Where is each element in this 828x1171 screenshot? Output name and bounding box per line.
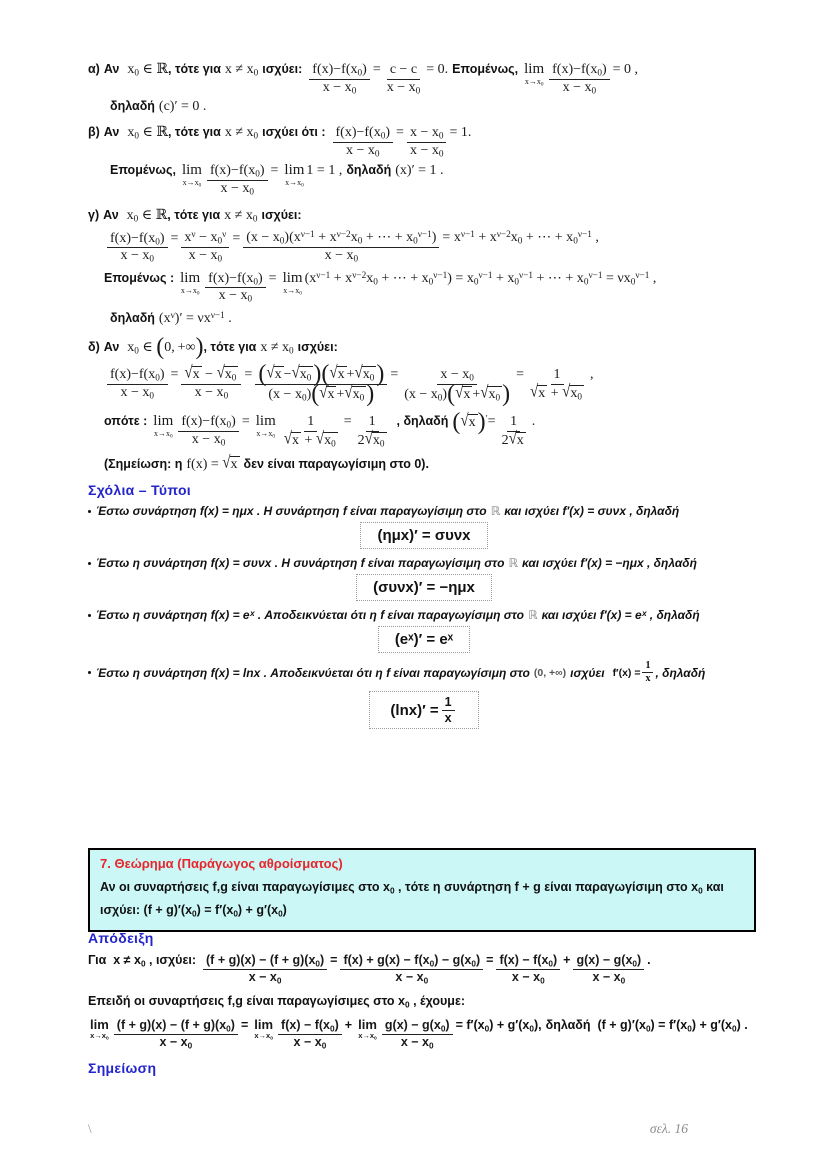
item-beta-eq-2: = 1.	[449, 125, 472, 141]
proof-fraction-1: $\frac{(f + g)(x) - (f + g)(x_0)}{x - x_0}$	[203, 953, 327, 986]
item-alpha-fraction-1: $\frac{f(x)-f(x_0)}{x - x_0}$	[309, 62, 370, 96]
proof-plus-2: +	[344, 1018, 353, 1033]
item-delta-fraction-4: $x - x_0$ $(x - x_0)$( √ x + √ $x_0$ )	[404, 367, 511, 407]
item-gamma-fraction-3: $\frac{(x - x_0)(x^{\nu-1} + x^{\nu-2}x_0 + \cdots + x_0^{\nu-1})}{x - x_0}$	[243, 229, 439, 264]
page-number: σελ. 16	[649, 1121, 688, 1136]
item-delta: δ) Αν $x_0$ ∈ (0, +∞) , τότε για $x \ne x_0$ ισχύει: $\frac{f(x)-f(x_0)}{x - x_0}$ = √ x − √ $x_0$ $x - x_0$ = ( √ x − √ $x_0$ )( √ x + √ $x_0$ ) $(x - x_0)$( √ x + √ $x_0$ ) = $x - x_0$ $(x - x_0)$( √ x + √ $x_0$ ) = 1 √ x + √ $x_0$ , οπότε : lim $x\to x_0$ $\frac{f(x)-f(x_0)}{x - x_0}$ = lim $x\to x_0$ 1 √ x + √ $x_0$ = 1 2 √ $x_0$ , δηλαδή ( √ x )′ = 1 2 √ x . (Σημείωση: η f(x) = √ x δεν είναι παραγωγίσιμη στο 0).	[88, 334, 594, 473]
item-delta-fraction-1: $\frac{f(x)-f(x_0)}{x - x_0}$	[107, 367, 168, 401]
item-beta-limit-2: lim $x\to x_0$	[284, 162, 305, 189]
item-alpha-fraction-2: $\frac{c - c}{x - x_0}$	[386, 62, 421, 96]
ln-formula-fraction	[442, 695, 455, 726]
comment-bullet-4	[88, 660, 760, 685]
item-alpha-x-ne-x0: $x \ne x_0$	[224, 62, 259, 78]
document-content	[88, 62, 760, 729]
comment-bullet-1-set: ℝ	[490, 504, 501, 519]
proof-period-1: .	[647, 953, 651, 967]
item-gamma-epomenos: Επομένως :	[104, 270, 175, 285]
proof-plus-1: +	[563, 953, 571, 967]
item-delta-fraction-9: 1 2 √ x	[501, 414, 524, 448]
comment-bullet-1-text-after: και ισχύει f′(x) = συνx , δηλαδή	[504, 504, 680, 519]
margin-mark: \	[88, 1121, 92, 1136]
theorem-line-2: ισχύει: $(f + g)'(x_0) = f'(x_0) + g'(x_0)$	[100, 903, 287, 919]
item-gamma-limit-1: lim $x\to x_0$	[180, 269, 201, 297]
proof-eq-4: = $f'(x_0) + g'(x_0)$,	[455, 1018, 542, 1034]
comments-heading: Σχόλια – Τύποι	[88, 482, 191, 499]
formula-box-sin-derivative: (ημx)′ = συνx	[360, 522, 487, 549]
item-delta-dilaadi: , δηλαδή	[396, 414, 449, 429]
item-alpha-fraction-3: $\frac{f(x)-f(x_0)}{x - x_0}$	[549, 62, 610, 96]
item-delta-limit-1: lim $x\to x_0$	[153, 413, 174, 440]
item-beta-x0-in-r: $x_0$ ∈ ℝ	[127, 125, 168, 141]
item-delta-x0-interval: $x_0$ ∈ (0, +∞)	[127, 334, 204, 360]
item-delta-sqrt-derivative: ( √ x )′	[452, 408, 488, 435]
item-delta-intro-3: ισχύει:	[297, 339, 338, 354]
item-beta-epomenos: Επομένως,	[110, 163, 176, 178]
item-gamma-fraction-1: $\frac{f(x)-f(x_0)}{x - x_0}$	[107, 231, 168, 265]
proof-fraction-2: $\frac{f(x) + g(x) - f(x_0) - g(x_0)}{x - x_0}$	[340, 953, 483, 986]
ln-frac-num: 1	[442, 695, 455, 711]
item-alpha-eq-2: = 0.	[426, 62, 449, 77]
comment-bullet-2	[88, 556, 760, 570]
item-delta-limit-2: lim $x\to x_0$	[255, 413, 276, 440]
comment-bullet-2-text-after: και ισχύει f′(x) = −ημx , δηλαδή	[522, 556, 697, 571]
item-alpha-intro-1: Αν	[103, 62, 120, 76]
item-delta-fraction-8: 1 2 √ $x_0$	[357, 414, 385, 449]
comment-bullet-3	[88, 608, 760, 622]
item-gamma-fraction-2: $\frac{x^\nu - x_0^\nu}{x - x_0}$	[181, 229, 229, 264]
bullet-dot-icon	[88, 671, 91, 674]
item-delta-intro-2: , τότε για	[203, 339, 257, 354]
comment-bullet-4-text-end: , δηλαδή	[655, 665, 706, 680]
proof-fraction-6: $\frac{f(x) - f(x_0)}{x - x_0}$	[278, 1018, 342, 1051]
comment-bullet-4-text: Έστω η συνάρτηση f(x) = lnx . Αποδεικνύεται ότι η f είναι παραγωγίσιμη στο	[96, 665, 530, 680]
formula-box-exp-derivative: (eˣ)′ = eˣ	[378, 626, 470, 653]
item-gamma-fraction-4: $\frac{f(x)-f(x_0)}{x - x_0}$	[205, 271, 266, 305]
comment-bullet-4-inline-lhs: f′(x) =	[612, 666, 641, 679]
comment-bullet-4-inline-fraction	[642, 660, 653, 685]
formula-box-ln-derivative	[369, 691, 478, 730]
theorem-title: 7. Θεώρημα (Παράγωγος αθροίσματος)	[100, 856, 343, 871]
item-beta: β) Αν $x_0$ ∈ ℝ , τότε για $x \ne x_0$ ισχύει ότι : $\frac{f(x)-f(x_0)}{x - x_0}$ = $\frac{x - x_0}{x - x_0}$ = 1. Επομένως, lim $x\to x_0$ $\frac{f(x)-f(x_0)}{x - x_0}$ = lim $x\to x_0$ 1 = 1 , δηλαδή (x)′ = 1 .	[88, 125, 472, 197]
item-beta-fraction-2: $\frac{x - x_0}{x - x_0}$	[407, 125, 447, 159]
item-gamma-limit-2: lim $x\to x_0$	[282, 269, 303, 297]
proof-limit-2: lim $x\to x_0$	[254, 1017, 274, 1042]
item-delta-note: (Σημείωση: η	[104, 456, 183, 471]
item-beta-intro-3: ισχύει ότι :	[262, 125, 326, 140]
item-gamma-x-ne-x0: $x \ne x_0$	[224, 208, 258, 224]
item-beta-dilaadi: δηλαδή	[346, 163, 392, 178]
bullet-dot-icon	[88, 562, 91, 565]
item-delta-opote: οπότε :	[104, 414, 148, 429]
item-gamma-x0-in-r: $x_0$ ∈ ℝ	[126, 208, 168, 224]
comment-bullet-2-set: ℝ	[508, 556, 519, 571]
item-gamma-label: γ)	[88, 208, 100, 223]
item-alpha-eq-3: = 0 ,	[612, 62, 639, 77]
item-alpha-limit: lim $x\to x_0$	[524, 61, 545, 88]
item-beta-intro-2: , τότε για	[167, 125, 221, 140]
comment-bullet-1-text: Έστω συνάρτηση f(x) = ημx . Η συνάρτηση f είναι παραγωγίσιμη στο	[96, 504, 487, 519]
comment-bullet-4-set: (0, +∞)	[533, 666, 567, 679]
inline-frac-den: x	[645, 673, 651, 685]
proof-line-2: Επειδή οι συναρτήσεις f,g είναι παραγωγίσιμες στο $x_0$ , έχουμε:	[88, 994, 466, 1010]
item-gamma-intro-2: , τότε για	[167, 208, 221, 223]
item-beta-intro-1: Αν	[103, 125, 120, 140]
item-alpha: α) Αν $x_0$ ∈ ℝ , τότε για $x \ne x_0$ ισχύει: $\frac{f(x)-f(x_0)}{x - x_0}$ = $\frac{c - c}{x - x_0}$ = 0. Επομένως, lim $x\to x_0$ $\frac{f(x)-f(x_0)}{x - x_0}$ = 0 , δηλαδή (c)′ = 0 .	[88, 61, 639, 115]
theorem-box	[88, 848, 756, 932]
item-alpha-intro-3: ισχύει:	[262, 62, 303, 76]
item-delta-fraction-6: $\frac{f(x)-f(x_0)}{x - x_0}$	[178, 414, 239, 448]
item-delta-x-ne-x0: $x \ne x_0$	[260, 339, 294, 356]
ln-formula-lhs: (lnx)′ =	[390, 701, 439, 719]
item-beta-x-ne-x0: $x \ne x_0$	[224, 125, 259, 141]
item-delta-fraction-3: ( √ x − √ $x_0$ )( √ x + √ $x_0$ ) $(x - x_0)$( √ x + √ $x_0$ )	[255, 365, 387, 404]
proof-heading: Απόδειξη	[88, 930, 154, 946]
formula-box-cos-derivative: (συνx)′ = −ημx	[356, 574, 492, 601]
item-beta-label: β)	[88, 125, 100, 140]
item-delta-fraction-5: 1 √ x + √ $x_0$	[530, 367, 582, 402]
item-gamma-intro-3: ισχύει:	[261, 208, 302, 223]
theorem-line-1: Αν οι συναρτήσεις f,g είναι παραγωγίσιμες στο $x_0$ , τότε η συνάρτηση f + g είναι παραγωγίσιμη στο $x_0$ και	[100, 880, 724, 896]
item-delta-label: δ)	[88, 339, 100, 354]
proof-line-1: Για $x \ne x_0$ , ισχύει: $\frac{(f + g)(x) - (f + g)(x_0)}{x - x_0}$ = $\frac{f(x) + g(x) - f(x_0) - g(x_0)}{x - x_0}$ = $\frac{f(x) - f(x_0)}{x - x_0}$ + $\frac{g(x) - g(x_0)}{x - x_0}$ .	[88, 953, 651, 986]
comment-bullet-3-text: Έστω η συνάρτηση f(x) = eˣ . Αποδεικνύεται ότι η f είναι παραγωγίσιμη στο	[96, 608, 524, 623]
proof-limit-1: lim $x\to x_0$	[90, 1017, 109, 1042]
item-gamma-dilaadi: δηλαδή	[110, 310, 155, 325]
item-gamma: γ) Αν $x_0$ ∈ ℝ , τότε για $x \ne x_0$ ισχύει: $\frac{f(x)-f(x_0)}{x - x_0}$ = $\frac{x^\nu - x_0^\nu}{x - x_0}$ = $\frac{(x - x_0)(x^{\nu-1} + x^{\nu-2}x_0 + \cdots + x_0^{\nu-1})}{x - x_0}$ = $x^{\nu-1} + x^{\nu-2}x_0$ + ⋯ + $x_0^{\nu-1}$ , Επομένως : lim $x\to x_0$ $\frac{f(x)-f(x_0)}{x - x_0}$ = lim $x\to x_0$ ($x^{\nu-1} + x^{\nu-2}x_0$ + ⋯ + $x_0^{\nu-1}) = x_0^{\nu-1} + x_0^{\nu-1}$ + ⋯ + $x_0^{\nu-1} = \nu x_0^{\nu-1}$ , δηλαδή $(x^\nu)' = \nu x^{\nu-1}$ .	[88, 208, 657, 326]
proof-limit-3: lim $x\to x_0$	[358, 1017, 377, 1042]
item-delta-intro-1: Αν	[103, 339, 120, 354]
comment-bullet-4-text-after: ισχύει	[570, 665, 605, 680]
item-gamma-eq-3: = $x^{\nu-1} + x^{\nu-2}x_0$ + ⋯ + $x_0^{\nu-1}$ ,	[442, 229, 599, 247]
proof-line-1-prefix: Για $x \ne x_0$ , ισχύει:	[88, 953, 197, 969]
item-alpha-epomenos: Επομένως,	[452, 62, 519, 76]
item-alpha-intro-2: , τότε για	[168, 62, 221, 76]
inline-frac-num: 1	[642, 660, 653, 673]
item-delta-fraction-7: 1 √ x + √ $x_0$	[283, 414, 336, 449]
comment-bullet-1	[88, 504, 760, 518]
proof-fraction-5: $\frac{(f + g)(x) - (f + g)(x_0)}{x - x_0}$	[114, 1018, 238, 1051]
item-beta-eq-4: 1 = 1 ,	[306, 163, 343, 179]
item-beta-limit-1: lim $x\to x_0$	[181, 162, 202, 189]
item-beta-fraction-1: $\frac{f(x)-f(x_0)}{x - x_0}$	[333, 125, 394, 159]
proof-fraction-3: $\frac{f(x) - f(x_0)}{x - x_0}$	[496, 953, 560, 986]
comment-bullet-3-text-after: και ισχύει f′(x) = eˣ , δηλαδή	[541, 608, 700, 623]
proof-fraction-7: $\frac{g(x) - g(x_0)}{x - x_0}$	[382, 1018, 453, 1051]
item-beta-fraction-3: $\frac{f(x)-f(x_0)}{x - x_0}$	[207, 163, 268, 197]
comment-bullet-2-text: Έστω η συνάρτηση f(x) = συνx . Η συνάρτηση f είναι παραγωγίσιμη στο	[96, 556, 505, 571]
ln-frac-den: x	[444, 710, 452, 725]
item-alpha-x0-in-r: $x_0$ ∈ ℝ	[127, 62, 168, 78]
item-alpha-label: α)	[88, 62, 100, 76]
bullet-dot-icon	[88, 614, 91, 617]
comment-bullet-3-set: ℝ	[527, 608, 538, 623]
comments-section	[88, 482, 760, 729]
item-gamma-eq-5: ($x^{\nu-1} + x^{\nu-2}x_0$ + ⋯ + $x_0^{\nu-1}) = x_0^{\nu-1} + x_0^{\nu-1}$ + ⋯ + $x_0^{\nu-1} = \nu x_0^{\nu-1}$ ,	[304, 269, 657, 287]
item-gamma-intro-1: Αν	[103, 208, 119, 223]
item-alpha-conclusion: δηλαδή	[110, 99, 155, 114]
proof-tail: δηλαδή $(f + g)'(x_0) = f'(x_0) + g'(x_0)$ .	[545, 1018, 748, 1034]
bullet-dot-icon	[88, 510, 91, 513]
item-delta-fraction-2: √ x − √ $x_0$ $x - x_0$	[181, 366, 241, 401]
note-heading: Σημείωση	[88, 1060, 157, 1077]
proof-fraction-4: $\frac{g(x) - g(x_0)}{x - x_0}$	[573, 953, 644, 986]
proof-section	[88, 930, 778, 1076]
proof-line-3: lim $x\to x_0$ $\frac{(f + g)(x) - (f + g)(x_0)}{x - x_0}$ = lim $x\to x_0$ $\frac{f(x) - f(x_0)}{x - x_0}$ + lim $x\to x_0$ $\frac{g(x) - g(x_0)}{x - x_0}$ = $f'(x_0) + g'(x_0)$, δηλαδή $(f + g)'(x_0) = f'(x_0) + g'(x_0)$ .	[90, 1017, 748, 1051]
